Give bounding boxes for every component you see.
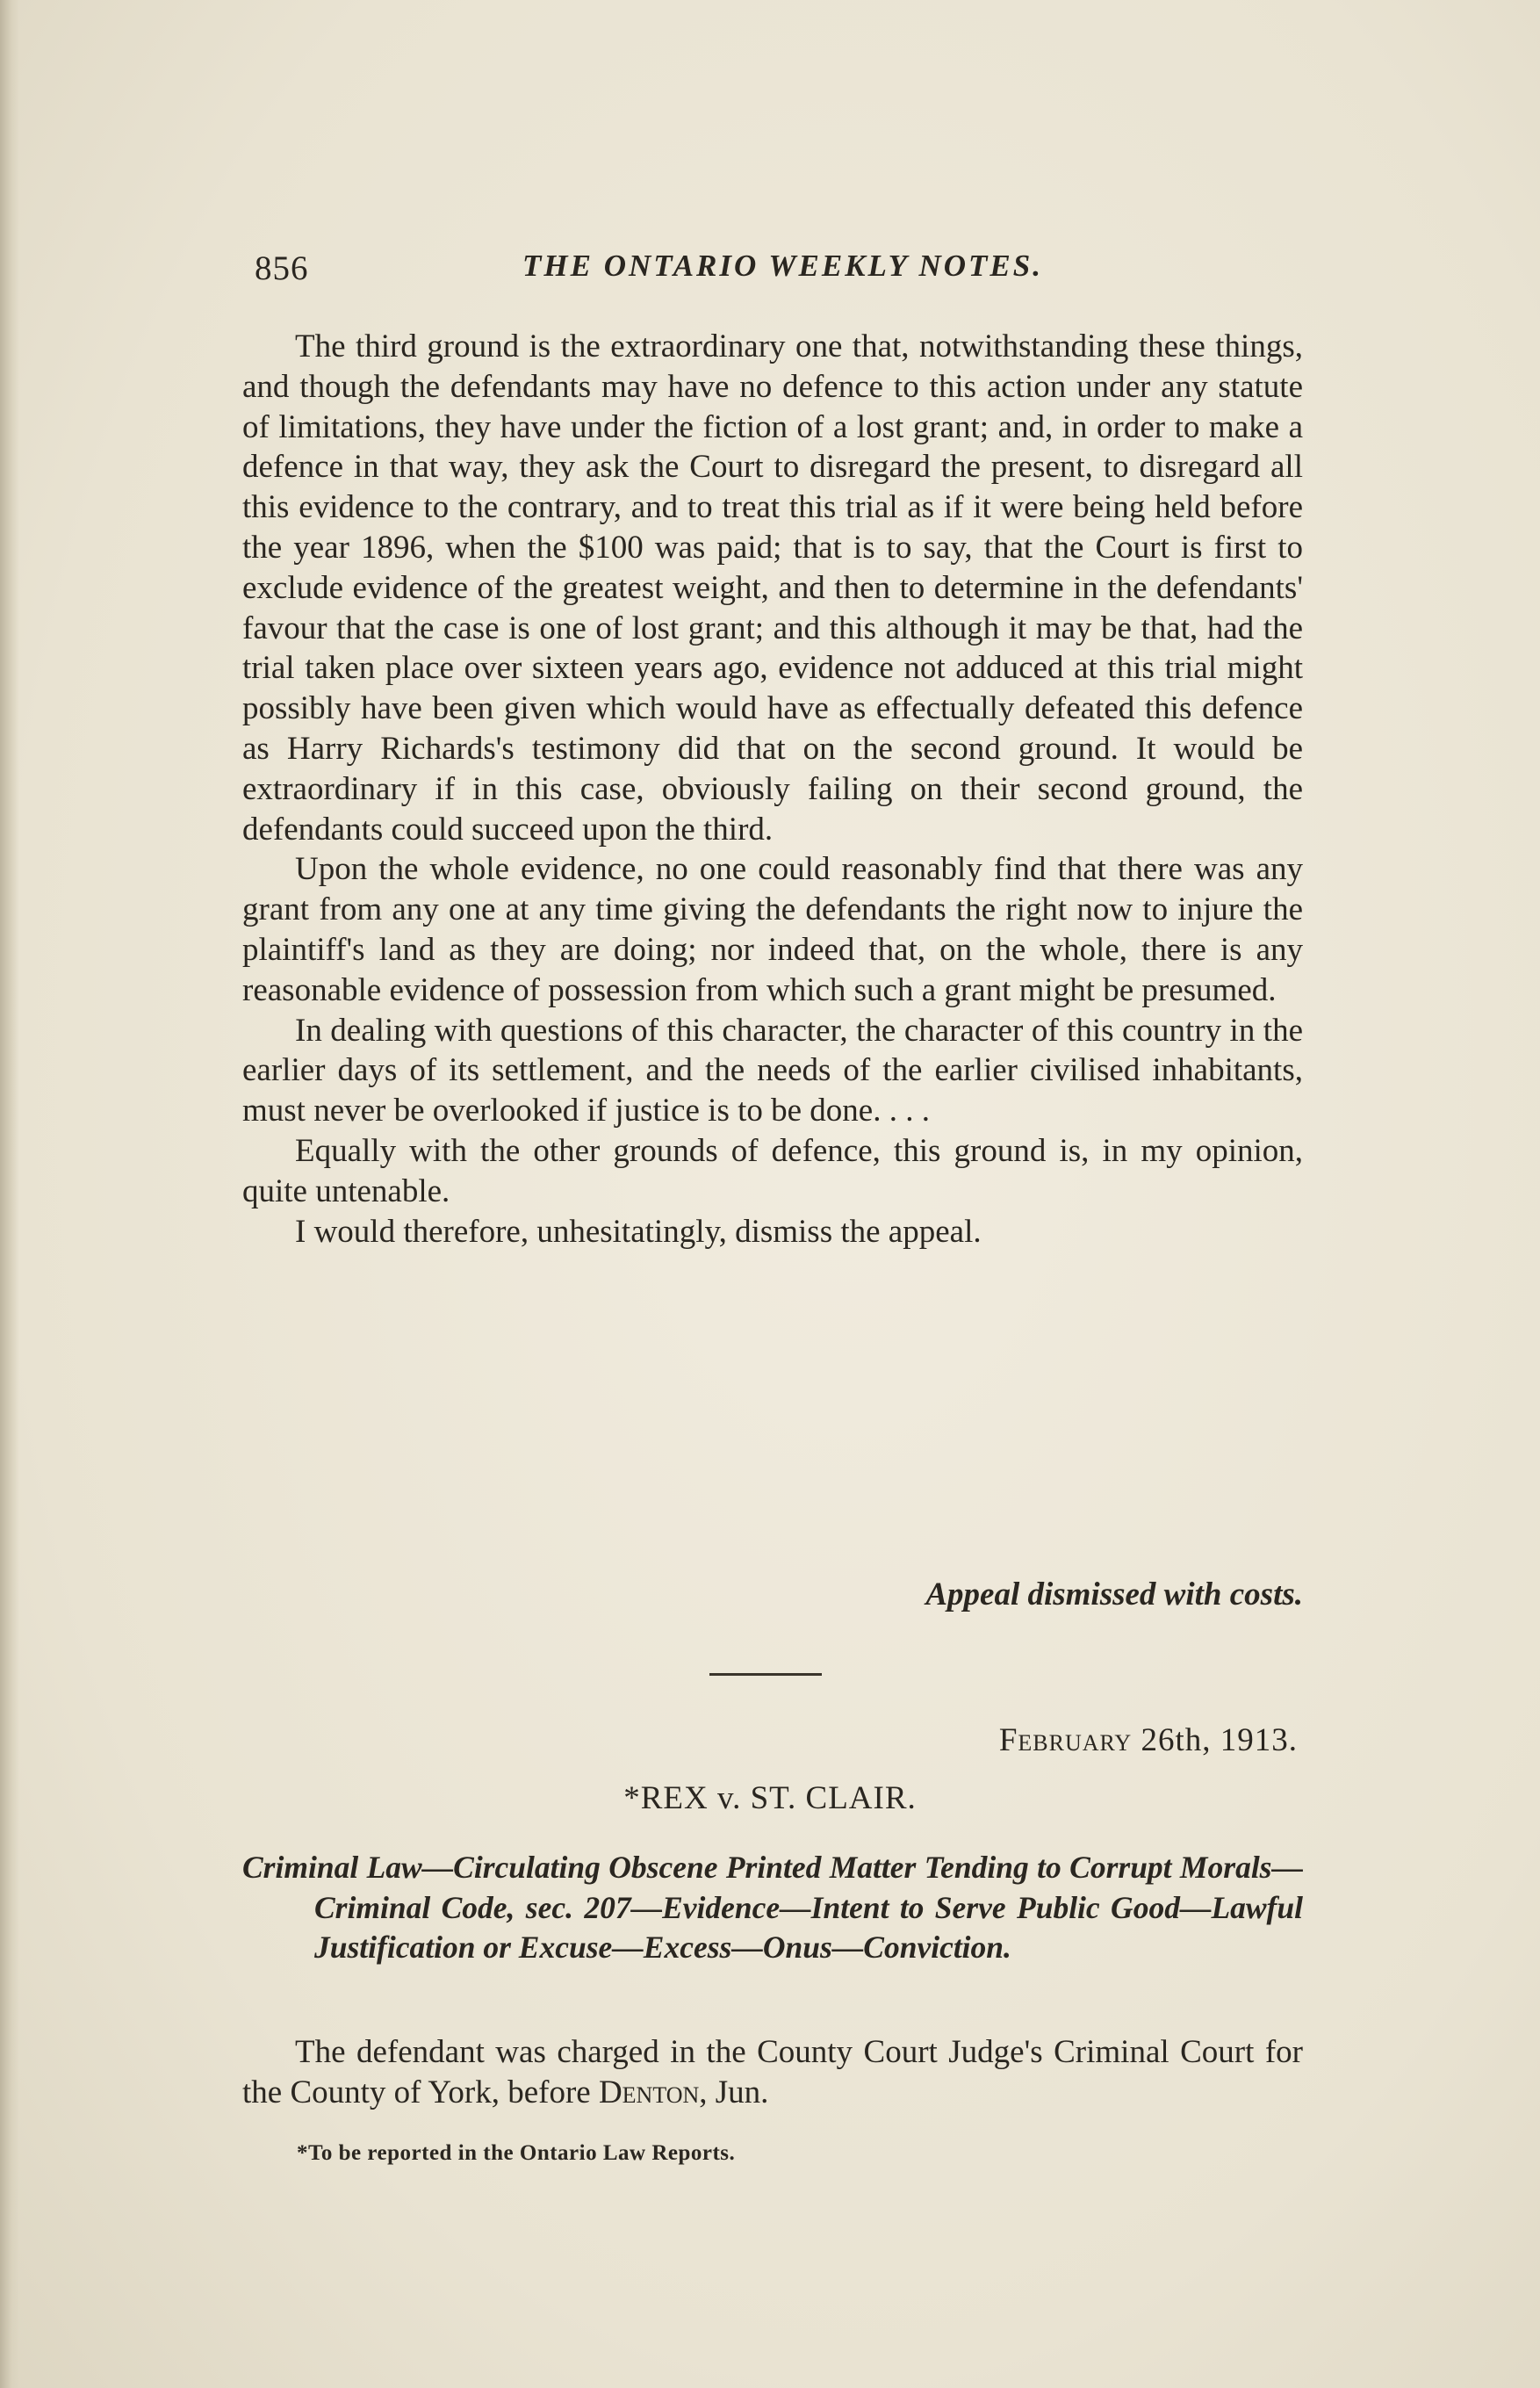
case-date-rest: 26th, 1913. [1141, 1722, 1298, 1758]
disposition: Appeal dismissed with costs. [925, 1576, 1303, 1612]
paragraph-equally: Equally with the other grounds of defence, this ground is, in my opinion, quite untenable. [242, 1132, 1303, 1209]
case-opening-end: , Jun. [699, 2074, 769, 2110]
page-binding-edge [0, 0, 19, 2388]
paragraph-dismiss: I would therefore, unhesitatingly, dismiss the appeal. [295, 1213, 982, 1250]
case-title: *REX v. ST. CLAIR. [623, 1780, 917, 1816]
case-opening-paragraph [242, 2032, 1303, 2112]
case-opening-text: The defendant was charged in the County Court Judge's Criminal Court for the County of York, before [242, 2034, 1303, 2110]
judgment-text [242, 327, 1303, 1252]
judge-name: Denton [598, 2074, 700, 2110]
case-headnote: Criminal Law—Circulating Obscene Printed Matter Tending to Corrupt Morals—Criminal Code, sec. 207—Evidence—Intent to Serve Public Good—Lawful Justification or Excuse—Excess—Onus—Conviction. [242, 1850, 1303, 1965]
paragraph-whole-evidence: Upon the whole evidence, no one could reasonably find that there was any grant from any one at any time giving the defendants the right now to injure the plaintiff's land as they are doing; nor indeed that, on the whole, there is any reasonable evidence of possession from which such a grant might be presumed. [242, 851, 1303, 1008]
paragraph-third-ground: The third ground is the extraordinary one that, notwithstanding these things, and though the defendants may have no defence to this action under any statute of limitations, they have under the fiction of a lost grant; and, in order to make a defence in that way, they ask the Court to disregard the present, to disregard all this evidence to the contrary, and to treat this trial as if it were being held before the year 1896, when the $100 was paid; that is to say, that the Court is first to exclude evidence of the greatest weight, and then to determine in the defendants' favour that the case is one of lost grant; and this although it may be that, had the trial taken place over sixteen years ago, evidence not adduced at this trial might possibly have been given which would have as effectually defeated this defence as Harry Richards's testimony did that on the second ground. It would be extraordinary if in this case, obviously failing on their second ground, the defendants could succeed upon the third. [242, 328, 1303, 848]
running-title: THE ONTARIO WEEKLY NOTES. [522, 249, 1043, 283]
case-date-month: February [998, 1722, 1133, 1758]
page-header [255, 249, 1299, 292]
paragraph-dealing-questions: In dealing with questions of this character, the character of this country in the earlier days of its settlement, and the needs of the earlier civilised inhabitants, must never be overlooked if justice is to be done. . . . [242, 1012, 1303, 1129]
page-number: 856 [255, 249, 309, 287]
section-divider [709, 1673, 822, 1676]
case-date [999, 1721, 1298, 1759]
footnote: *To be reported in the Ontario Law Reports. [297, 2141, 736, 2165]
